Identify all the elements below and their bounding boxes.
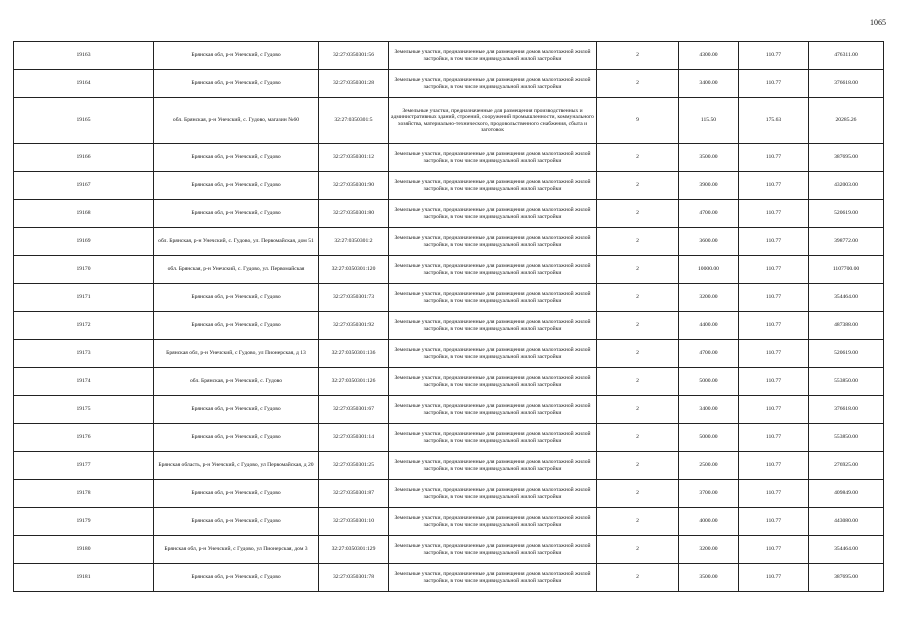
- rate-cell: 110.77: [739, 42, 809, 70]
- address-cell: обл. Брянская, р-н Унечский, с. Гудово, ул. Первомайская: [154, 256, 319, 284]
- rate-cell: 110.77: [739, 424, 809, 452]
- cadastral-number-cell: 32:27:0350301:136: [319, 340, 389, 368]
- table-row: [14, 508, 884, 536]
- address-cell: Брянская обл, р-н Унечский, с Гудово: [154, 480, 319, 508]
- record-number-cell: 19174: [14, 368, 154, 396]
- cadastral-number-cell: 32:27:0350301:120: [319, 256, 389, 284]
- address-cell: Брянская обл, р-н Унечский, с Гудово: [154, 508, 319, 536]
- land-use-cell: Земельные участки, предназначенные для размещения домов малоэтажной жилой застройки, в том числе индивидуальной жилой застройки: [389, 368, 597, 396]
- land-use-cell: Земельные участки, предназначенные для размещения домов малоэтажной жилой застройки, в том числе индивидуальной жилой застройки: [389, 480, 597, 508]
- area-cell: 5000.00: [679, 424, 739, 452]
- area-cell: 10000.00: [679, 256, 739, 284]
- record-number-cell: 19173: [14, 340, 154, 368]
- cadastral-value-cell: 553850.00: [809, 424, 884, 452]
- table-row: [14, 396, 884, 424]
- rate-cell: 110.77: [739, 452, 809, 480]
- address-cell: обл. Брянская, р-н Унечский, с. Гудово, ул. Первомайская, дом 51: [154, 228, 319, 256]
- address-cell: Брянская обл, р-н Унечский, с Гудово: [154, 200, 319, 228]
- record-number-cell: 19165: [14, 98, 154, 144]
- record-number-cell: 19166: [14, 144, 154, 172]
- table-row: [14, 424, 884, 452]
- record-number-cell: 19170: [14, 256, 154, 284]
- land-use-cell: Земельные участки, предназначенные для размещения домов малоэтажной жилой застройки, в том числе индивидуальной жилой застройки: [389, 256, 597, 284]
- group-cell: 2: [597, 424, 679, 452]
- rate-cell: 110.77: [739, 564, 809, 592]
- land-use-cell: Земельные участки, предназначенные для размещения домов малоэтажной жилой застройки, в том числе индивидуальной жилой застройки: [389, 340, 597, 368]
- cadastral-value-cell: 520619.00: [809, 200, 884, 228]
- table-row: [14, 284, 884, 312]
- cadastral-value-cell: 276925.00: [809, 452, 884, 480]
- record-number-cell: 19167: [14, 172, 154, 200]
- group-cell: 2: [597, 42, 679, 70]
- cadastral-value-cell: 354464.00: [809, 284, 884, 312]
- cadastral-value-cell: 387695.00: [809, 144, 884, 172]
- cadastral-number-cell: 32:27:0350301:12: [319, 144, 389, 172]
- record-number-cell: 19179: [14, 508, 154, 536]
- area-cell: 3500.00: [679, 144, 739, 172]
- table-row: [14, 564, 884, 592]
- record-number-cell: 19164: [14, 70, 154, 98]
- address-cell: Брянская обл, р-н Унечский, с Гудово: [154, 144, 319, 172]
- area-cell: 2500.00: [679, 452, 739, 480]
- cadastral-value-cell: 376618.00: [809, 70, 884, 98]
- group-cell: 2: [597, 70, 679, 98]
- address-cell: Брянская обл, р-н Унечский, с Гудово: [154, 396, 319, 424]
- record-number-cell: 19172: [14, 312, 154, 340]
- record-number-cell: 19171: [14, 284, 154, 312]
- group-cell: 2: [597, 536, 679, 564]
- table-row: [14, 200, 884, 228]
- cadastral-number-cell: 32:27:0350301:90: [319, 172, 389, 200]
- area-cell: 4300.00: [679, 42, 739, 70]
- cadastral-value-cell: 1107700.00: [809, 256, 884, 284]
- table-row: [14, 312, 884, 340]
- cadastral-value-table: [13, 41, 884, 592]
- land-use-cell: Земельные участки, предназначенные для размещения домов малоэтажной жилой застройки, в том числе индивидуальной жилой застройки: [389, 284, 597, 312]
- table-row: [14, 70, 884, 98]
- cadastral-number-cell: 32:27:0350301:73: [319, 284, 389, 312]
- record-number-cell: 19177: [14, 452, 154, 480]
- rate-cell: 110.77: [739, 144, 809, 172]
- record-number-cell: 19181: [14, 564, 154, 592]
- table-row: [14, 452, 884, 480]
- area-cell: 3900.00: [679, 172, 739, 200]
- land-use-cell: Земельные участки, предназначенные для размещения домов малоэтажной жилой застройки, в том числе индивидуальной жилой застройки: [389, 200, 597, 228]
- cadastral-number-cell: 32:27:0350301:87: [319, 480, 389, 508]
- table-row: [14, 368, 884, 396]
- cadastral-number-cell: 32:27:0350301:67: [319, 396, 389, 424]
- group-cell: 9: [597, 98, 679, 144]
- cadastral-value-cell: 432003.00: [809, 172, 884, 200]
- address-cell: обл. Брянская, р-н Унечский, с. Гудово, магазин №60: [154, 98, 319, 144]
- cadastral-number-cell: 32:27:0350301:2: [319, 228, 389, 256]
- group-cell: 2: [597, 312, 679, 340]
- rate-cell: 110.77: [739, 200, 809, 228]
- rate-cell: 110.77: [739, 368, 809, 396]
- record-number-cell: 19163: [14, 42, 154, 70]
- table-body: [14, 42, 884, 592]
- address-cell: Брянская обл, р-н Унечский, с Гудово, ул Пионерская, д 13: [154, 340, 319, 368]
- land-use-cell: Земельные участки, предназначенные для размещения домов малоэтажной жилой застройки, в том числе индивидуальной жилой застройки: [389, 564, 597, 592]
- group-cell: 2: [597, 480, 679, 508]
- group-cell: 2: [597, 200, 679, 228]
- address-cell: Брянская область, р-н Унечский, с Гудово, ул Первомайская, д 20: [154, 452, 319, 480]
- land-use-cell: Земельные участки, предназначенные для размещения домов малоэтажной жилой застройки, в том числе индивидуальной жилой застройки: [389, 536, 597, 564]
- cadastral-value-cell: 354464.00: [809, 536, 884, 564]
- land-use-cell: Земельные участки, предназначенные для размещения домов малоэтажной жилой застройки, в том числе индивидуальной жилой застройки: [389, 42, 597, 70]
- group-cell: 2: [597, 564, 679, 592]
- cadastral-value-cell: 553850.00: [809, 368, 884, 396]
- rate-cell: 110.77: [739, 228, 809, 256]
- cadastral-number-cell: 32:27:0350301:5: [319, 98, 389, 144]
- area-cell: 115.50: [679, 98, 739, 144]
- group-cell: 2: [597, 340, 679, 368]
- rate-cell: 110.77: [739, 284, 809, 312]
- address-cell: Брянская обл, р-н Унечский, с Гудово: [154, 284, 319, 312]
- group-cell: 2: [597, 368, 679, 396]
- area-cell: 4700.00: [679, 340, 739, 368]
- group-cell: 2: [597, 144, 679, 172]
- record-number-cell: 19178: [14, 480, 154, 508]
- address-cell: Брянская обл, р-н Унечский, с Гудово: [154, 172, 319, 200]
- area-cell: 3200.00: [679, 536, 739, 564]
- cadastral-number-cell: 32:27:0350301:14: [319, 424, 389, 452]
- rate-cell: 110.77: [739, 340, 809, 368]
- area-cell: 3600.00: [679, 228, 739, 256]
- rate-cell: 110.77: [739, 312, 809, 340]
- group-cell: 2: [597, 284, 679, 312]
- cadastral-value-cell: 487388.00: [809, 312, 884, 340]
- rate-cell: 110.77: [739, 256, 809, 284]
- cadastral-value-cell: 20285.26: [809, 98, 884, 144]
- land-use-cell: Земельные участки, предназначенные для размещения домов малоэтажной жилой застройки, в том числе индивидуальной жилой застройки: [389, 424, 597, 452]
- table-row: [14, 144, 884, 172]
- table-row: [14, 256, 884, 284]
- table-row: [14, 228, 884, 256]
- rate-cell: 110.77: [739, 396, 809, 424]
- table-row: [14, 172, 884, 200]
- record-number-cell: 19169: [14, 228, 154, 256]
- address-cell: Брянская обл, р-н Унечский, с Гудово: [154, 42, 319, 70]
- table-row: [14, 536, 884, 564]
- group-cell: 2: [597, 508, 679, 536]
- cadastral-value-cell: 409849.00: [809, 480, 884, 508]
- cadastral-value-cell: 476311.00: [809, 42, 884, 70]
- area-cell: 4000.00: [679, 508, 739, 536]
- group-cell: 2: [597, 228, 679, 256]
- cadastral-value-cell: 520619.00: [809, 340, 884, 368]
- area-cell: 5000.00: [679, 368, 739, 396]
- land-use-cell: Земельные участки, предназначенные для размещения домов малоэтажной жилой застройки, в том числе индивидуальной жилой застройки: [389, 452, 597, 480]
- cadastral-value-cell: 387695.00: [809, 564, 884, 592]
- address-cell: Брянская обл, р-н Унечский, с Гудово: [154, 70, 319, 98]
- area-cell: 3200.00: [679, 284, 739, 312]
- land-use-cell: Земельные участки, предназначенные для размещения домов малоэтажной жилой застройки, в том числе индивидуальной жилой застройки: [389, 228, 597, 256]
- rate-cell: 110.77: [739, 70, 809, 98]
- cadastral-number-cell: 32:27:0350301:56: [319, 42, 389, 70]
- table-row: [14, 98, 884, 144]
- table-row: [14, 42, 884, 70]
- group-cell: 2: [597, 256, 679, 284]
- area-cell: 3700.00: [679, 480, 739, 508]
- record-number-cell: 19175: [14, 396, 154, 424]
- cadastral-number-cell: 32:27:0350301:78: [319, 564, 389, 592]
- rate-cell: 110.77: [739, 480, 809, 508]
- address-cell: Брянская обл, р-н Унечский, с Гудово: [154, 564, 319, 592]
- cadastral-number-cell: 32:27:0350301:28: [319, 70, 389, 98]
- area-cell: 4400.00: [679, 312, 739, 340]
- rate-cell: 110.77: [739, 508, 809, 536]
- cadastral-value-cell: 398772.00: [809, 228, 884, 256]
- area-cell: 4700.00: [679, 200, 739, 228]
- cadastral-number-cell: 32:27:0350301:126: [319, 368, 389, 396]
- cadastral-number-cell: 32:27:0350301:129: [319, 536, 389, 564]
- cadastral-value-cell: 443080.00: [809, 508, 884, 536]
- rate-cell: 175.63: [739, 98, 809, 144]
- cadastral-number-cell: 32:27:0350301:80: [319, 200, 389, 228]
- land-use-cell: Земельные участки, предназначенные для размещения домов малоэтажной жилой застройки, в том числе индивидуальной жилой застройки: [389, 312, 597, 340]
- record-number-cell: 19180: [14, 536, 154, 564]
- rate-cell: 110.77: [739, 172, 809, 200]
- land-use-cell: Земельные участки, предназначенные для размещения домов малоэтажной жилой застройки, в том числе индивидуальной жилой застройки: [389, 172, 597, 200]
- group-cell: 2: [597, 452, 679, 480]
- land-use-cell: Земельные участки, предназначенные для размещения домов малоэтажной жилой застройки, в том числе индивидуальной жилой застройки: [389, 144, 597, 172]
- address-cell: Брянская обл, р-н Унечский, с Гудово: [154, 312, 319, 340]
- cadastral-number-cell: 32:27:0350301:92: [319, 312, 389, 340]
- area-cell: 3400.00: [679, 396, 739, 424]
- rate-cell: 110.77: [739, 536, 809, 564]
- address-cell: Брянская обл, р-н Унечский, с Гудово, ул Пионерская, дом 3: [154, 536, 319, 564]
- land-use-cell: Земельные участки, предназначенные для размещения домов малоэтажной жилой застройки, в том числе индивидуальной жилой застройки: [389, 396, 597, 424]
- land-use-cell: Земельные участки, предназначенные для размещения домов малоэтажной жилой застройки, в том числе индивидуальной жилой застройки: [389, 508, 597, 536]
- record-number-cell: 19168: [14, 200, 154, 228]
- area-cell: 3500.00: [679, 564, 739, 592]
- table-row: [14, 340, 884, 368]
- address-cell: Брянская обл, р-н Унечский, с Гудово: [154, 424, 319, 452]
- cadastral-number-cell: 32:27:0350301:10: [319, 508, 389, 536]
- cadastral-number-cell: 32:27:0350301:25: [319, 452, 389, 480]
- record-number-cell: 19176: [14, 424, 154, 452]
- table-row: [14, 480, 884, 508]
- land-use-cell: Земельные участки, предназначенные для размещения производственных и административных зданий, строений, сооружений промышленности, коммунального хозяйства, материально-технического, продовольственного снабжения, сбыта и заготовок: [389, 98, 597, 144]
- group-cell: 2: [597, 396, 679, 424]
- group-cell: 2: [597, 172, 679, 200]
- land-use-cell: Земельные участки, предназначенные для размещения домов малоэтажной жилой застройки, в том числе индивидуальной жилой застройки: [389, 70, 597, 98]
- area-cell: 3400.00: [679, 70, 739, 98]
- page-number: 1065: [870, 18, 886, 27]
- address-cell: обл. Брянская, р-н Унечский, с. Гудово: [154, 368, 319, 396]
- cadastral-value-cell: 376618.00: [809, 396, 884, 424]
